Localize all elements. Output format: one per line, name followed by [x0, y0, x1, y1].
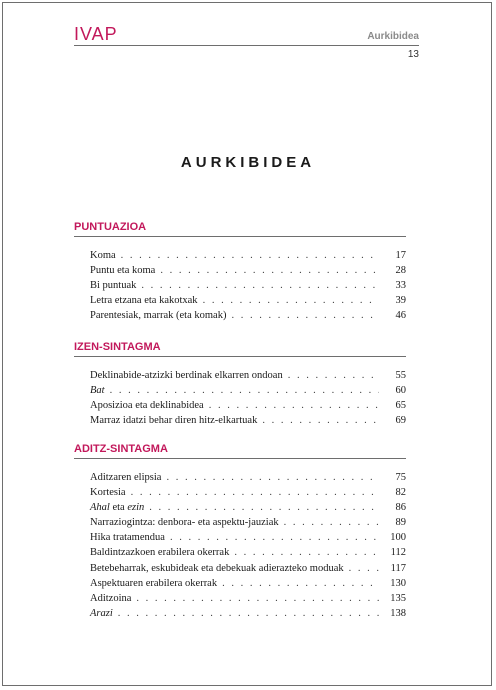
- dot-leader: [349, 561, 379, 576]
- dot-leader: [136, 591, 379, 606]
- toc-entry-label-text: Hika tratamendua: [90, 532, 165, 544]
- toc-entry-label-text: Puntu eta koma: [90, 265, 156, 277]
- toc-entry-label-text: Bat: [90, 385, 105, 397]
- toc-entry-label-part: eta: [109, 502, 128, 514]
- toc-entry-label: [90, 606, 113, 621]
- header-rule: [74, 45, 419, 46]
- toc-entry[interactable]: [90, 500, 406, 515]
- toc-entry-label: [90, 485, 126, 500]
- toc-entry-label: [90, 293, 198, 308]
- toc-entry-page: 100: [390, 532, 406, 544]
- toc-entry-label-text: Kortesia: [90, 487, 126, 499]
- toc-entry[interactable]: [90, 606, 406, 621]
- dot-leader: [222, 576, 379, 591]
- dot-leader: [284, 515, 379, 530]
- section-rule: [74, 236, 406, 237]
- toc-entry[interactable]: [90, 515, 406, 530]
- toc-entry-label-text: Parentesiak, marrak (eta komak): [90, 310, 227, 322]
- toc-entry-page: 39: [395, 295, 406, 307]
- toc-entry-label-text: Narraziogintza: denbora- eta aspektu-jauziak: [90, 517, 279, 529]
- toc-entry-label: [90, 413, 257, 428]
- toc-entry-page: 130: [390, 577, 406, 589]
- section-rule: [74, 356, 406, 357]
- toc-entry-label: [90, 545, 229, 560]
- toc-entry-page: 117: [390, 562, 406, 574]
- dot-leader: [231, 308, 379, 323]
- section-puntuazioa: [74, 220, 406, 323]
- dot-leader: [262, 413, 379, 428]
- toc-entry-page: 138: [390, 607, 406, 619]
- toc-entry-page: 60: [395, 385, 406, 397]
- dot-leader: [110, 383, 379, 398]
- toc-entry-label-text: Letra etzana eta kakotxak: [90, 295, 198, 307]
- dot-leader: [170, 530, 379, 545]
- toc-entry-page: 86: [395, 502, 406, 514]
- toc-entry-label: [90, 470, 161, 485]
- toc-entry-page: 112: [390, 547, 406, 559]
- toc-entry-page: 46: [395, 310, 406, 322]
- toc-entry-label: [90, 263, 155, 278]
- toc-entry-label: [90, 368, 283, 383]
- toc-entry[interactable]: [90, 278, 406, 293]
- page-number: 13: [407, 49, 419, 60]
- toc-entry-label-text: Marraz idatzi behar diren hitz-elkartuak: [90, 415, 258, 427]
- toc-entry-page: 65: [395, 400, 406, 412]
- toc-entry-label: [90, 383, 105, 398]
- toc-entry[interactable]: [90, 398, 406, 413]
- toc-entry[interactable]: [90, 576, 406, 591]
- section-rule: [74, 458, 406, 459]
- toc-entry-label-text: Aditzaren elipsia: [90, 472, 162, 483]
- toc-entry-label: [90, 515, 279, 530]
- section-heading: IZEN-SINTAGMA: [74, 341, 161, 353]
- dot-leader: [203, 293, 379, 308]
- running-header-title: Aurkibidea: [367, 31, 419, 42]
- entry-list: [90, 470, 406, 621]
- toc-entry-label-part: Ahal: [90, 502, 110, 514]
- toc-entry-label-text: Baldintzazkoen erabilera okerrak: [90, 547, 230, 559]
- toc-entry[interactable]: [90, 470, 406, 485]
- toc-entry-label-text: Koma: [90, 250, 116, 261]
- toc-entry[interactable]: [90, 591, 406, 606]
- toc-entry[interactable]: [90, 561, 406, 576]
- toc-entry-page: 33: [395, 280, 406, 292]
- toc-entry-label-text: Aspektuaren erabilera okerrak: [90, 577, 218, 589]
- toc-entry-label: [90, 561, 344, 576]
- toc-entry[interactable]: [90, 248, 406, 263]
- toc-entry-label-text: Bi puntuak: [90, 280, 137, 292]
- toc-entry-label: [90, 591, 131, 606]
- section-izen-sintagma: [74, 340, 406, 428]
- ivap-logo: IVAP: [74, 24, 118, 44]
- dot-leader: [118, 606, 379, 621]
- toc-entry-label: [90, 500, 144, 515]
- toc-entry[interactable]: [90, 293, 406, 308]
- dot-leader: [288, 368, 379, 383]
- toc-entry-page: 75: [395, 472, 406, 483]
- page-title: AURKIBIDEA: [180, 154, 316, 171]
- section-heading: PUNTUAZIOA: [74, 221, 147, 233]
- toc-entry-page: 89: [395, 517, 406, 529]
- toc-entry[interactable]: [90, 530, 406, 545]
- toc-entry[interactable]: [90, 545, 406, 560]
- toc-entry-label-text: Aposizioa eta deklinabidea: [90, 400, 204, 412]
- dot-leader: [166, 470, 379, 485]
- toc-entry-page: 69: [395, 415, 406, 427]
- entry-list: [90, 248, 406, 323]
- toc-entry-page: 135: [390, 592, 406, 604]
- toc-entry[interactable]: [90, 308, 406, 323]
- toc-entry-label: [90, 308, 226, 323]
- dot-leader: [131, 485, 379, 500]
- dot-leader: [234, 545, 379, 560]
- toc-entry-page: 82: [395, 487, 406, 499]
- toc-entry[interactable]: [90, 485, 406, 500]
- toc-entry-label-part: ezin: [127, 502, 145, 514]
- section-heading: ADITZ-SINTAGMA: [74, 443, 168, 455]
- toc-entry[interactable]: [90, 413, 406, 428]
- toc-entry[interactable]: [90, 383, 406, 398]
- toc-entry-page: 55: [395, 370, 406, 381]
- dot-leader: [209, 398, 379, 413]
- dot-leader: [149, 500, 379, 515]
- toc-entry-label: [90, 398, 204, 413]
- dot-leader: [121, 248, 379, 263]
- toc-entry-label-text: Betebeharrak, eskubideak eta debekuak adierazteko moduak: [90, 562, 344, 574]
- dot-leader: [160, 263, 379, 278]
- toc-entry-label-text: Deklinabide-atzizki berdinak elkarren ondoan: [90, 370, 283, 381]
- toc-entry-label: [90, 530, 165, 545]
- toc-entry-label: [90, 248, 116, 263]
- toc-entry-page: 17: [395, 250, 406, 261]
- toc-entry-page: 28: [395, 265, 406, 277]
- toc-entry-label-text: Aditzoina: [90, 592, 132, 604]
- toc-entry[interactable]: [90, 368, 406, 383]
- toc-entry[interactable]: [90, 263, 406, 278]
- section-aditz-sintagma: [74, 442, 406, 621]
- dot-leader: [141, 278, 379, 293]
- toc-entry-label: [90, 278, 136, 293]
- toc-entry-label: [90, 576, 217, 591]
- entry-list: [90, 368, 406, 428]
- toc-entry-label-text: Arazi: [90, 607, 113, 619]
